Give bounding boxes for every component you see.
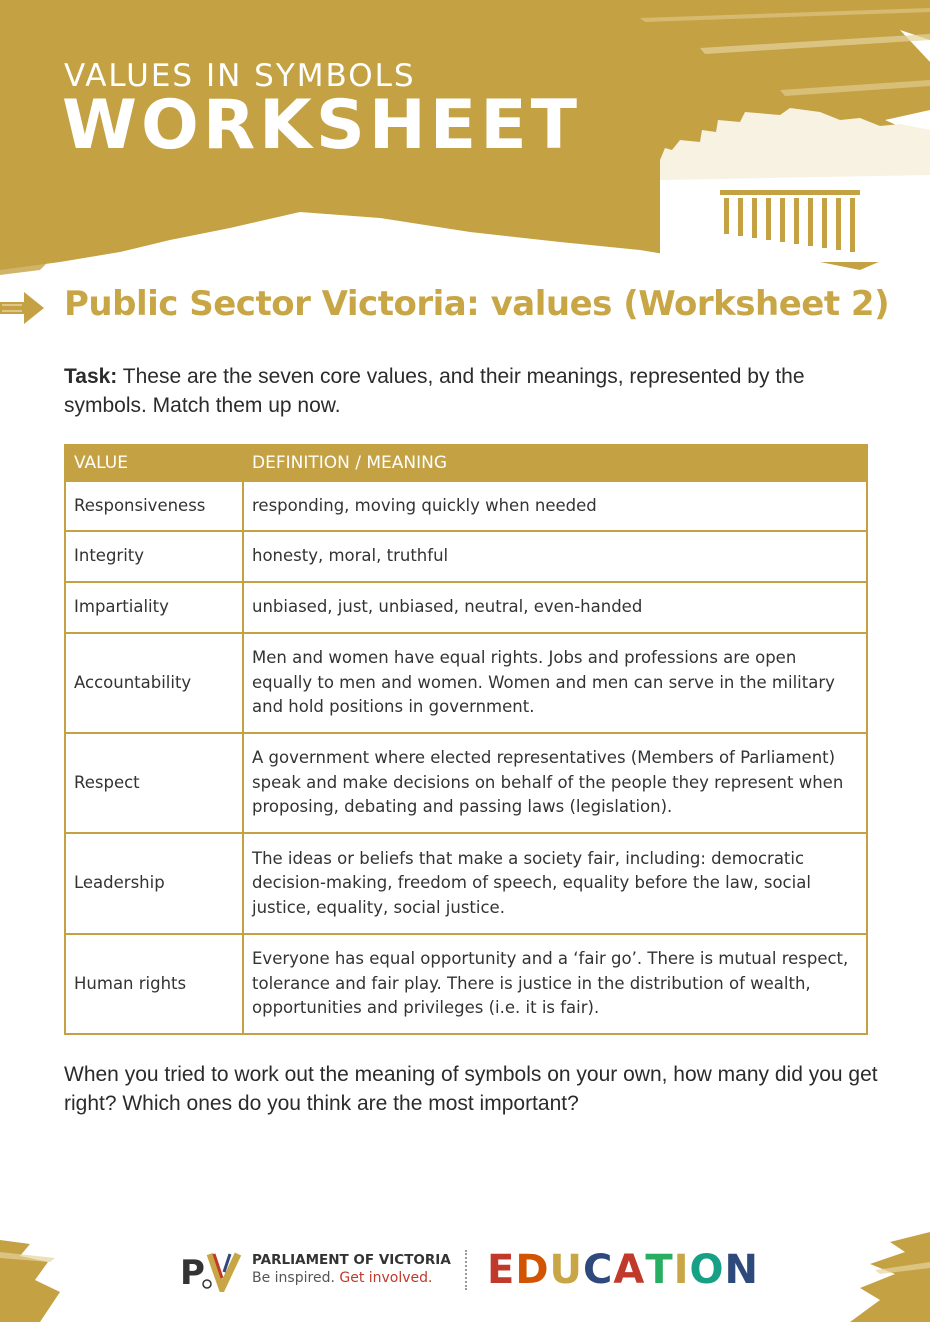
education-letter: T: [645, 1247, 674, 1293]
tagline-part2: Get involved.: [339, 1270, 433, 1286]
section-heading: Public Sector Victoria: values (Worksheet 2): [64, 284, 890, 324]
worksheet-subtitle: VALUES IN SYMBOLS: [64, 58, 416, 94]
value-cell: Impartiality: [65, 582, 243, 633]
meaning-cell: honesty, moral, truthful: [243, 531, 867, 582]
values-table: [64, 444, 868, 1035]
education-letter: N: [724, 1247, 760, 1293]
value-cell: Accountability: [65, 633, 243, 733]
education-wordmark: [487, 1248, 759, 1292]
task-instructions: [64, 362, 884, 420]
column-header-definition: DEFINITION / MEANING: [243, 445, 867, 481]
meaning-cell: Everyone has equal opportunity and a ‘fair go’. There is mutual respect, tolerance and fair play. There is justice in the distribution of wealth, opportunities and privileges (i.e. it is fair).: [243, 934, 867, 1034]
meaning-cell: Men and women have equal rights. Jobs and professions are open equally to men and women. Women and men can serve in the military and hold positions in government.: [243, 633, 867, 733]
value-cell: Responsiveness: [65, 481, 243, 531]
education-letter: O: [689, 1247, 725, 1293]
table-row: [65, 633, 867, 733]
worksheet-title: WORKSHEET: [62, 86, 582, 165]
meaning-cell: responding, moving quickly when needed: [243, 481, 867, 531]
meaning-cell: unbiased, just, unbiased, neutral, even-handed: [243, 582, 867, 633]
value-cell: Leadership: [65, 833, 243, 934]
education-letter: I: [673, 1247, 690, 1293]
meaning-cell: The ideas or beliefs that make a society fair, including: democratic decision-making, freedom of speech, equality before the law, social justice, equality, social justice.: [243, 833, 867, 934]
parliament-name: PARLIAMENT OF VICTORIA: [252, 1252, 451, 1268]
tagline-part1: Be inspired.: [252, 1270, 340, 1286]
reflection-question: When you tried to work out the meaning of symbols on your own, how many did you get right? Which ones do you think are the most important?: [64, 1063, 878, 1115]
tagline: [252, 1270, 433, 1286]
column-header-value: VALUE: [65, 445, 243, 481]
table-header-row: [65, 445, 867, 481]
table-row: [65, 582, 867, 633]
arrow-right-icon: [0, 288, 46, 328]
task-label: Task:: [64, 365, 118, 388]
table-row: [65, 531, 867, 582]
table-row: [65, 481, 867, 531]
education-letter: U: [549, 1247, 584, 1293]
education-letter: D: [515, 1247, 550, 1293]
table-row: [65, 833, 867, 934]
table-row: [65, 733, 867, 833]
footer-divider: [465, 1250, 467, 1290]
education-letter: C: [583, 1247, 614, 1293]
education-letter: A: [613, 1247, 646, 1293]
table-row: [65, 934, 867, 1034]
value-cell: Human rights: [65, 934, 243, 1034]
meaning-cell: A government where elected representatives (Members of Parliament) speak and make decisions on behalf of the people they represent when proposing, debating and passing laws (legislation).: [243, 733, 867, 833]
pv-logo-icon: [180, 1248, 242, 1292]
value-cell: Respect: [65, 733, 243, 833]
education-letter: E: [487, 1247, 516, 1293]
svg-text:P: P: [180, 1253, 205, 1292]
value-cell: Integrity: [65, 531, 243, 582]
task-text: These are the seven core values, and their meanings, represented by the symbols. Match them up now.: [64, 365, 805, 417]
